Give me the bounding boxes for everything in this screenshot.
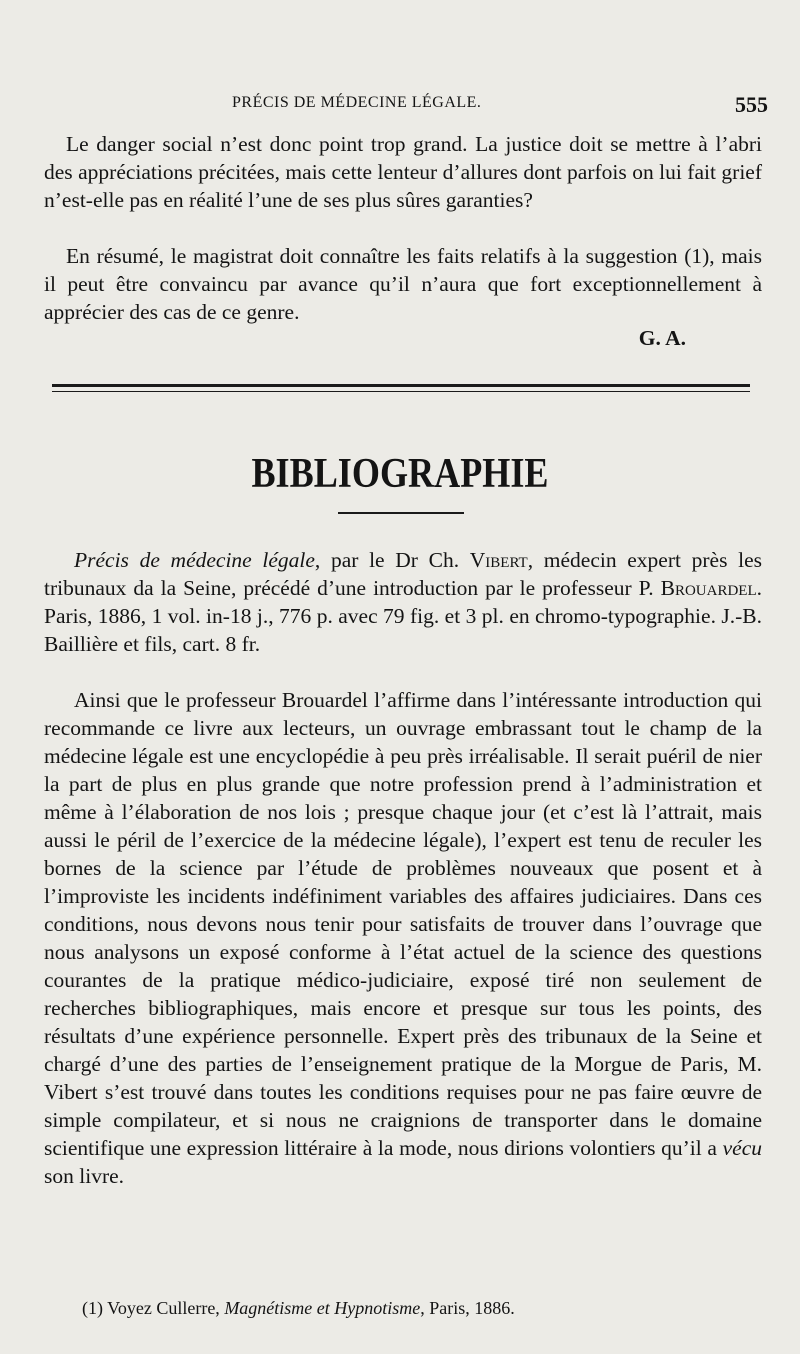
running-title: PRÉCIS DE MÉDECINE LÉGALE. (232, 94, 482, 111)
author-signature: G. A. (638, 326, 686, 350)
section-divider-thin (52, 391, 750, 392)
page-number: 555 (735, 92, 768, 117)
paragraph-continuation-2: En résumé, le magistrat doit connaître les faits relatifs à la suggestion (1), mais il peut être convaincu par avance qu’il n’aura que fort exceptionnellement à apprécier des cas de ce genre. (44, 244, 762, 324)
section-divider-thick (52, 384, 750, 387)
citation-text-3: . Paris, 1886, 1 vol. in-18 j., 776 p. avec 79 fig. et 3 pl. en chromo-typographie. J.-B. Baillière et fils, cart. 8 fr. (44, 576, 762, 656)
footnote-marker: (1) (82, 1298, 103, 1318)
footnote-title: Magnétisme et Hypnotisme (224, 1298, 421, 1318)
section-title: BIBLIOGRAPHIE (251, 451, 549, 497)
footnote-text-2: , Paris, 1886. (420, 1298, 515, 1318)
review-paragraph (44, 686, 762, 1190)
review-text-2: son livre. (44, 1164, 125, 1188)
paragraph-continuation-1: Le danger social n’est donc point trop grand. La justice doit se mettre à l’abri des appréciations précitées, mais cette lenteur d’allures dont parfois on lui fait grief n’est-elle pas en réalité l’une de ses plus sûres garanties? (44, 132, 762, 212)
citation-author: Vibert (469, 548, 528, 572)
footnote (82, 1296, 762, 1320)
citation-professor: Brouardel (660, 576, 757, 600)
review-text-1: Ainsi que le professeur Brouardel l’affirme dans l’intéressante introduction qui recommande ce livre aux lecteurs, un ouvrage embrassant tout le champ de la médecine légale est une encyclopédie à peu près irréalisable. Il serait puéril de nier la part de plus en plus grande que notre profession prend à l’administration et même à l’élaboration de nos lois ; presque chaque jour (et c’est là l’attrait, mais aussi le péril de l’exercice de la médecine légale), l’expert est tenu de reculer les bornes de la science par l’étude de problèmes nouveaux que posent et à l’improviste les incidents indéfiniment variables des affaires judiciaires. Dans ces conditions, nous devons nous tenir pour satisfaits de trouver dans l’ouvrage que nous analysons un exposé conforme à l’état actuel de la science des questions courantes de la pratique médico-judiciaire, exposé tiré non seulement de recherches bibliographiques, mais encore et presque sur tous les points, des résultats d’une expérience personnelle. Expert près des tribunaux de la Seine et chargé d’une des parties de l’enseignement pratique de la Morgue de Paris, M. Vibert s’est trouvé dans toutes les conditions requises pour ne pas faire œuvre de simple compilateur, et si nous ne craignions de transporter dans le domaine scientifique une expression littéraire à la mode, nous dirions volontiers qu’il a (44, 688, 762, 1160)
bibliographic-citation (44, 546, 762, 658)
citation-text-2: , médecin expert près les tribunaux da la Seine, précédé d’une introduction par le professeur P. (44, 548, 763, 600)
review-italic-word: vécu (722, 1136, 762, 1160)
book-title: Précis de médecine légale (74, 548, 315, 572)
title-underline (338, 512, 464, 514)
citation-text-1: , par le Dr Ch. (314, 548, 470, 572)
footnote-text-1: Voyez Cullerre, (103, 1298, 225, 1318)
page-header (232, 94, 768, 120)
